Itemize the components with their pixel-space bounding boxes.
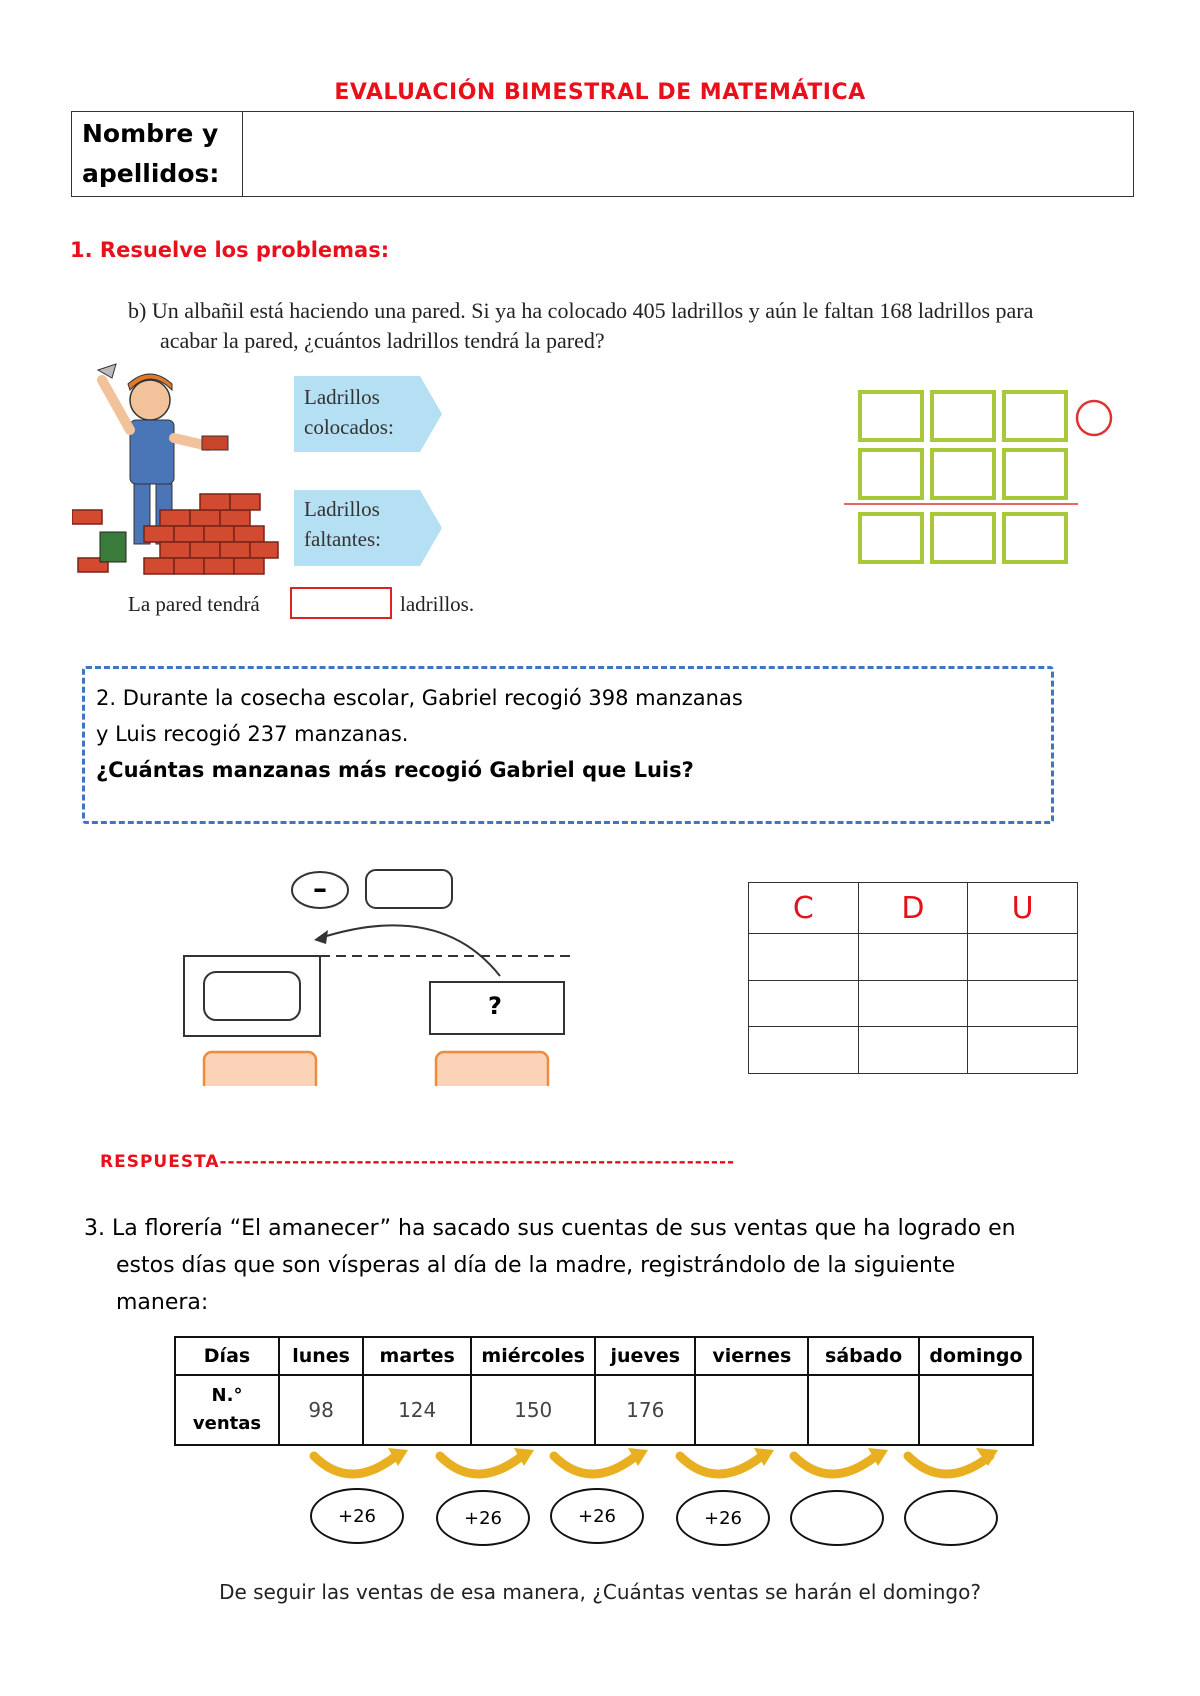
cdu-cell[interactable] xyxy=(968,1027,1078,1074)
increment-2: +26 xyxy=(464,1507,502,1529)
sales-header-miercoles: miércoles xyxy=(471,1337,595,1375)
problem3-line1: 3. La florería “El amanecer” ha sacado sus cuentas de sus ventas que ha logrado en xyxy=(84,1216,1016,1241)
sales-value-sabado[interactable] xyxy=(808,1375,919,1445)
wall-sentence-suffix: ladrillos. xyxy=(400,592,475,616)
problem2-question: ¿Cuántas manzanas más recogió Gabriel que Luis? xyxy=(96,758,694,782)
name-label-line1: Nombre y xyxy=(82,119,219,148)
page-title: EVALUACIÓN BIMESTRAL DE MATEMÁTICA xyxy=(334,80,866,105)
increment-oval-2 xyxy=(436,1490,530,1546)
minus-sign: – xyxy=(313,872,327,905)
cdu-cell[interactable] xyxy=(968,980,1078,1027)
cdu-cell[interactable] xyxy=(858,1027,968,1074)
name-field[interactable] xyxy=(243,112,1134,197)
cdu-cell[interactable] xyxy=(968,934,1078,981)
problem2-text xyxy=(96,680,743,788)
tag-missing-line2: faltantes: xyxy=(304,527,381,551)
problem3-line3: manera: xyxy=(116,1290,209,1315)
sales-value-miercoles: 150 xyxy=(471,1375,595,1445)
problem-b-line1: b) Un albañil está haciendo una pared. Si ya ha colocado 405 ladrillos y aún le faltan 168 ladrillos para xyxy=(128,298,1034,323)
increment-oval-5[interactable] xyxy=(790,1490,884,1546)
sales-value-martes: 124 xyxy=(363,1375,471,1445)
sales-header-viernes: viernes xyxy=(695,1337,808,1375)
tag-missing xyxy=(304,494,381,554)
increment-3: +26 xyxy=(578,1505,616,1527)
sales-row-label-line2: ventas xyxy=(192,1413,262,1434)
problem2-line1: 2. Durante la cosecha escolar, Gabriel recogió 398 manzanas xyxy=(96,686,743,710)
cdu-header-u: U xyxy=(968,883,1078,934)
sales-header-domingo: domingo xyxy=(919,1337,1033,1375)
increment-oval-4 xyxy=(676,1490,770,1546)
section1-heading: 1. Resuelve los problemas: xyxy=(70,238,390,262)
tag-placed-line2: colocados: xyxy=(304,415,394,439)
cdu-cell[interactable] xyxy=(749,1027,859,1074)
subtraction-diagram xyxy=(180,860,580,1086)
increment-1: +26 xyxy=(338,1505,376,1527)
bricklayer-illustration xyxy=(72,360,282,578)
increment-arrows xyxy=(300,1446,1000,1490)
cdu-table xyxy=(748,882,1078,1074)
sales-header-jueves: jueves xyxy=(595,1337,695,1375)
tag-placed xyxy=(304,382,394,442)
name-table xyxy=(71,111,1134,197)
name-label-line2: apellidos: xyxy=(82,159,220,188)
final-question: De seguir las ventas de esa manera, ¿Cuántas ventas se harán el domingo? xyxy=(219,1580,981,1604)
sales-header-days: Días xyxy=(175,1337,279,1375)
sales-value-jueves: 176 xyxy=(595,1375,695,1445)
cdu-cell[interactable] xyxy=(858,980,968,1027)
problem-b-line2: acabar la pared, ¿cuántos ladrillos tendrá la pared? xyxy=(160,328,605,353)
wall-sentence-prefix: La pared tendrá xyxy=(128,592,260,616)
cdu-header-c: C xyxy=(749,883,859,934)
sales-value-lunes: 98 xyxy=(279,1375,363,1445)
sales-header-sabado: sábado xyxy=(808,1337,919,1375)
sales-row-label xyxy=(175,1375,279,1445)
sales-value-domingo[interactable] xyxy=(919,1375,1033,1445)
sales-table xyxy=(174,1336,1034,1446)
cdu-cell[interactable] xyxy=(749,934,859,981)
increment-oval-6[interactable] xyxy=(904,1490,998,1546)
sales-header-lunes: lunes xyxy=(279,1337,363,1375)
wall-answer-box[interactable] xyxy=(290,587,392,619)
question-mark: ? xyxy=(488,992,502,1020)
name-label xyxy=(72,112,243,197)
sales-row-label-line1: N.° xyxy=(211,1385,243,1406)
sales-value-viernes[interactable] xyxy=(695,1375,808,1445)
cdu-header-d: D xyxy=(858,883,968,934)
answer-label: RESPUESTA---------------------------------------------------------------- xyxy=(100,1152,736,1172)
sales-header-martes: martes xyxy=(363,1337,471,1375)
addition-grid xyxy=(838,388,1118,568)
increment-oval-3 xyxy=(550,1488,644,1544)
tag-missing-line1: Ladrillos xyxy=(304,497,380,521)
tag-placed-line1: Ladrillos xyxy=(304,385,380,409)
cdu-cell[interactable] xyxy=(858,934,968,981)
problem3-text xyxy=(84,1210,1044,1321)
problem3-line2: estos días que son vísperas al día de la madre, registrándolo de la siguiente xyxy=(116,1253,956,1278)
problem-b-text xyxy=(128,296,1128,356)
increment-oval-1 xyxy=(310,1488,404,1544)
increment-4: +26 xyxy=(704,1507,742,1529)
problem2-line2: y Luis recogió 237 manzanas. xyxy=(96,722,409,746)
cdu-cell[interactable] xyxy=(749,980,859,1027)
